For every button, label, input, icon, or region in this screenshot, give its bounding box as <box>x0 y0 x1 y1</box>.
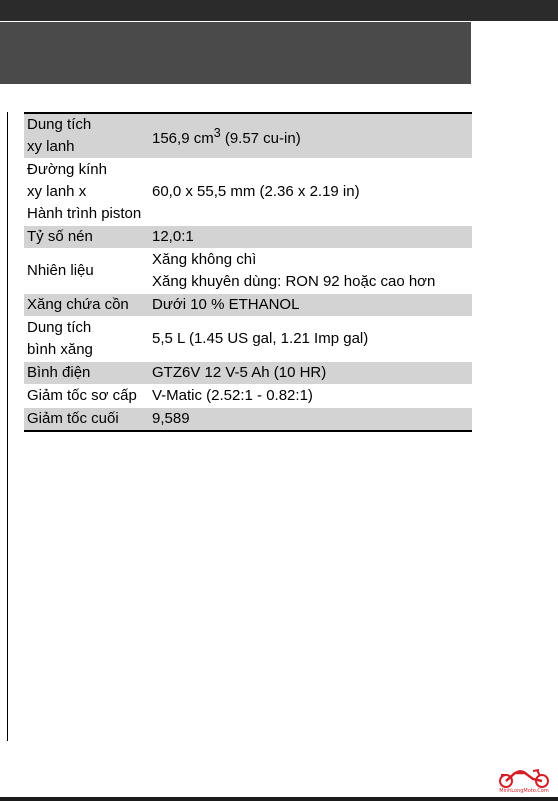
spec-row-ethanol <box>24 294 472 317</box>
spec-label: Dung tích bình xăng <box>24 317 149 362</box>
spec-label: Tỷ số nén <box>24 226 149 249</box>
spec-label: Giảm tốc sơ cấp <box>24 385 149 408</box>
spec-row-primary-reduction <box>24 385 472 408</box>
spec-label: Xăng chứa cồn <box>24 294 149 317</box>
logo-text: MinhLongMoto.Com <box>499 788 549 794</box>
spec-row-compression-ratio <box>24 226 472 249</box>
spec-value: 5,5 L (1.45 US gal, 1.21 Imp gal) <box>149 317 472 362</box>
spec-row-bore-stroke <box>24 159 472 226</box>
spec-label: Giảm tốc cuối <box>24 408 149 432</box>
site-logo <box>493 767 555 797</box>
spec-value: 12,0:1 <box>149 226 472 249</box>
spec-label: Dung tích xy lanh <box>24 113 149 159</box>
spec-row-fuel-tank <box>24 317 472 362</box>
spec-value: 9,589 <box>149 408 472 432</box>
spec-value: GTZ6V 12 V-5 Ah (10 HR) <box>149 362 472 385</box>
spec-value: Xăng không chì Xăng khuyên dùng: RON 92 hoặc cao hơn <box>149 249 472 294</box>
spec-value: V-Matic (2.52:1 - 0.82:1) <box>149 385 472 408</box>
motorbike-icon <box>493 767 555 789</box>
spec-row-fuel <box>24 249 472 294</box>
spec-table-body <box>24 113 472 431</box>
spec-value: 156,9 $cm^3$ (9.57 cu-in) <box>149 113 472 159</box>
spec-table <box>24 112 472 432</box>
bottom-rule <box>0 797 558 801</box>
top-band <box>0 0 558 21</box>
spec-label: Nhiên liệu <box>24 249 149 294</box>
header-bar <box>0 22 471 84</box>
spec-label: Bình điện <box>24 362 149 385</box>
spec-label: Đường kính xy lanh x Hành trình piston <box>24 159 149 226</box>
spec-row-displacement <box>24 113 472 159</box>
spec-value: 60,0 x 55,5 mm (2.36 x 2.19 in) <box>149 159 472 226</box>
spec-value: Dưới 10 % ETHANOL <box>149 294 472 317</box>
spec-row-battery <box>24 362 472 385</box>
spec-row-final-reduction <box>24 408 472 432</box>
page-margin-rule <box>7 112 8 741</box>
